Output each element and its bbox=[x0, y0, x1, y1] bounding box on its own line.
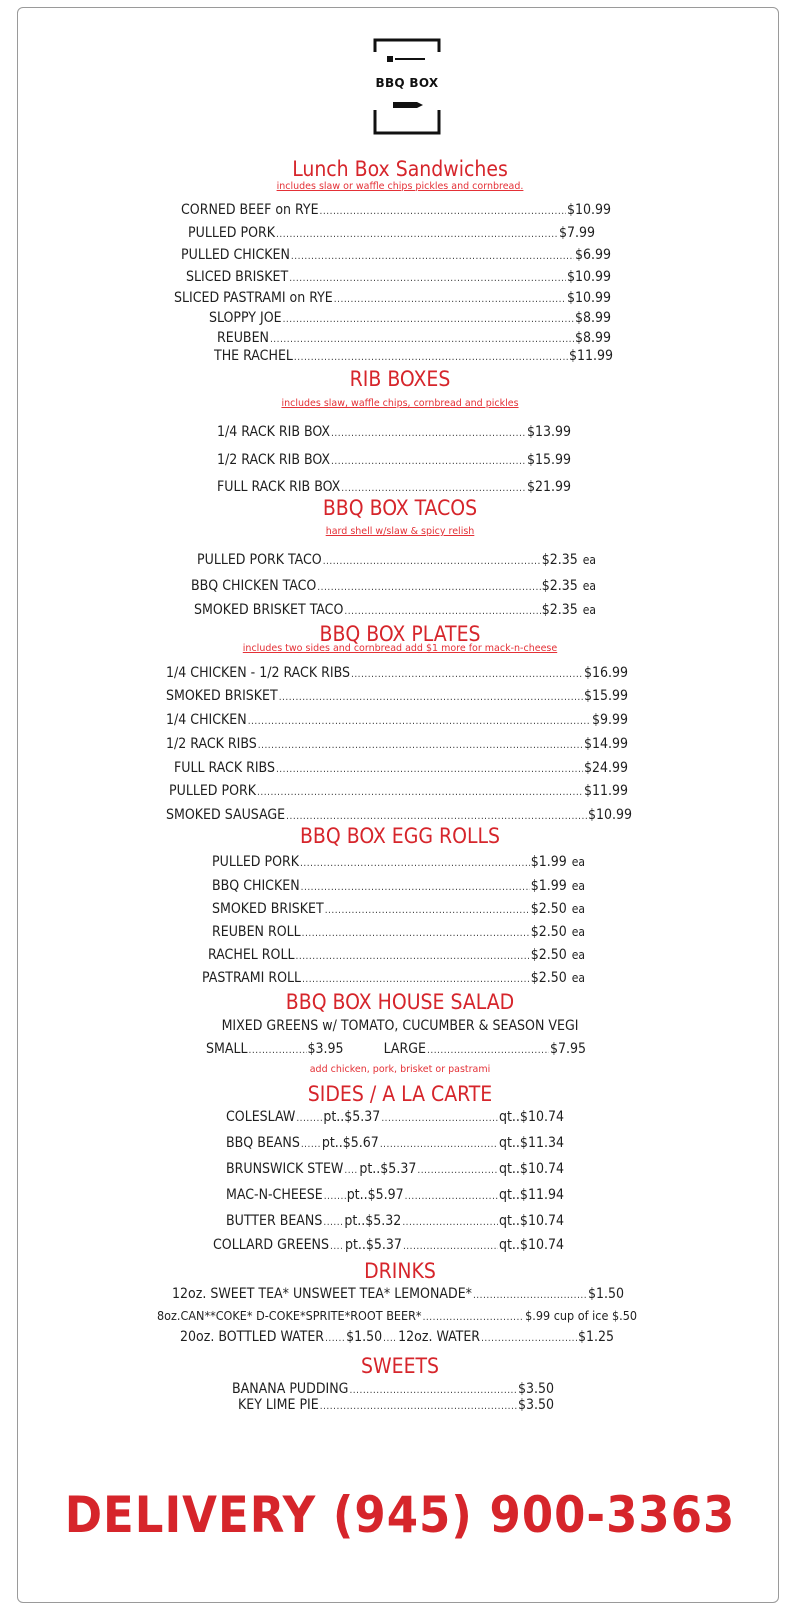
tacos-note: hard shell w/slaw & spicy relish bbox=[325, 526, 475, 537]
quart-price: qt..$10.74 bbox=[499, 1237, 564, 1253]
side-item bbox=[226, 1186, 564, 1206]
item-name: THE RACHEL bbox=[214, 348, 293, 364]
menu-item bbox=[217, 451, 571, 471]
drink-name: 20oz. BOTTLED WATER bbox=[180, 1329, 325, 1345]
drink-name: 12oz. SWEET TEA* UNSWEET TEA* LEMONADE* bbox=[172, 1286, 472, 1302]
item-name: SLOPPY JOE bbox=[209, 310, 282, 326]
item-price: $3.50 bbox=[517, 1397, 554, 1413]
item-name: 1/2 RACK RIBS bbox=[166, 736, 257, 752]
drink-name: 12oz. WATER bbox=[398, 1329, 481, 1345]
pint-price: pt..$5.32 bbox=[344, 1213, 402, 1229]
item-price: $2.50 bbox=[530, 947, 567, 963]
eggrolls-title: BBQ BOX EGG ROLLS bbox=[299, 824, 501, 848]
menu-item bbox=[194, 601, 596, 621]
salad-sizes bbox=[206, 1040, 586, 1060]
item-name: BBQ CHICKEN TACO bbox=[191, 578, 317, 594]
item-name: RACHEL ROLL bbox=[208, 947, 295, 963]
drink-price: $1.50 bbox=[587, 1286, 624, 1302]
menu-item bbox=[212, 900, 585, 920]
item-price: $14.99 bbox=[583, 736, 628, 752]
side-item bbox=[226, 1134, 564, 1154]
drink-price: $1.50 bbox=[346, 1329, 383, 1345]
item-unit: ea bbox=[571, 971, 585, 985]
item-name: 1/4 CHICKEN - 1/2 RACK RIBS bbox=[166, 665, 350, 681]
salad-title: BBQ BOX HOUSE SALAD bbox=[285, 990, 515, 1014]
item-price: $9.99 bbox=[591, 712, 628, 728]
menu-item bbox=[181, 201, 611, 221]
drink-name: 8oz.CAN**COKE* D-COKE*SPRITE*ROOT BEER* bbox=[157, 1308, 422, 1323]
item-name: SLICED PASTRAMI on RYE bbox=[174, 290, 333, 306]
item-unit: ea bbox=[571, 902, 585, 916]
menu-item bbox=[197, 551, 596, 571]
menu-item bbox=[217, 329, 611, 349]
item-price: $1.99 bbox=[530, 854, 567, 870]
menu-item bbox=[166, 806, 632, 826]
item-name: REUBEN bbox=[217, 330, 269, 346]
salad-description: MIXED GREENS w/ TOMATO, CUCUMBER & SEASON VEGI bbox=[221, 1018, 579, 1034]
menu-item bbox=[174, 759, 628, 779]
delivery-phone: DELIVERY (945) 900-3363 bbox=[64, 1486, 736, 1544]
menu-item bbox=[212, 853, 585, 873]
item-name: COLESLAW bbox=[226, 1109, 296, 1125]
menu-item bbox=[209, 309, 611, 329]
menu-item bbox=[208, 946, 585, 966]
salad-note: add chicken, pork, brisket or pastrami bbox=[309, 1064, 491, 1075]
item-name: BANANA PUDDING bbox=[232, 1381, 349, 1397]
menu-item bbox=[212, 923, 585, 943]
bbq-box-logo bbox=[373, 38, 441, 135]
item-price: $2.50 bbox=[530, 924, 567, 940]
pint-price: pt..$5.67 bbox=[321, 1135, 379, 1151]
quart-price: qt..$11.94 bbox=[499, 1187, 564, 1203]
item-price: $2.35 bbox=[541, 578, 578, 594]
menu-item bbox=[174, 289, 611, 309]
tacos-title: BBQ BOX TACOS bbox=[322, 496, 478, 520]
item-price: $16.99 bbox=[583, 665, 628, 681]
pint-price: pt..$5.37 bbox=[359, 1161, 417, 1177]
item-price: $15.99 bbox=[526, 452, 571, 468]
item-price: $2.50 bbox=[530, 901, 567, 917]
menu-item bbox=[166, 711, 628, 731]
item-name: PASTRAMI ROLL bbox=[202, 970, 302, 986]
item-price: $10.99 bbox=[587, 807, 632, 823]
item-unit: ea bbox=[571, 879, 585, 893]
menu-item bbox=[188, 224, 595, 244]
item-name: PULLED PORK bbox=[212, 854, 300, 870]
menu-item bbox=[166, 664, 628, 684]
drink-price: $.99 cup of ice $.50 bbox=[525, 1308, 637, 1323]
menu-item bbox=[202, 969, 585, 989]
plates-title: BBQ BOX PLATES bbox=[319, 622, 481, 646]
item-name: SMOKED BRISKET TACO bbox=[194, 602, 344, 618]
item-price: $1.99 bbox=[530, 878, 567, 894]
menu-item bbox=[214, 347, 613, 367]
item-name: PULLED PORK bbox=[169, 783, 257, 799]
menu-item bbox=[217, 423, 571, 443]
item-unit: ea bbox=[582, 553, 596, 567]
side-item bbox=[226, 1160, 564, 1180]
drink-price: $1.25 bbox=[577, 1329, 614, 1345]
item-price: $21.99 bbox=[526, 479, 571, 495]
menu-item bbox=[181, 246, 611, 266]
pint-price: pt..$5.97 bbox=[346, 1187, 404, 1203]
salad-large-label: LARGE bbox=[383, 1041, 426, 1057]
menu-item bbox=[191, 577, 596, 597]
side-item bbox=[226, 1212, 564, 1232]
menu-item bbox=[166, 687, 628, 707]
item-name: REUBEN ROLL bbox=[212, 924, 301, 940]
item-name: SMOKED BRISKET bbox=[166, 688, 278, 704]
item-name: 1/4 RACK RIB BOX bbox=[217, 424, 331, 440]
item-price: $2.50 bbox=[530, 970, 567, 986]
item-name: 1/2 RACK RIB BOX bbox=[217, 452, 331, 468]
menu-item bbox=[186, 268, 611, 288]
item-price: $6.99 bbox=[574, 247, 611, 263]
item-price: $10.99 bbox=[566, 202, 611, 218]
item-name: 1/4 CHICKEN bbox=[166, 712, 247, 728]
item-name: PULLED PORK bbox=[188, 225, 276, 241]
item-unit: ea bbox=[571, 855, 585, 869]
item-price: $10.99 bbox=[566, 290, 611, 306]
ribs-title: RIB BOXES bbox=[349, 367, 451, 391]
item-name: FULL RACK RIBS bbox=[174, 760, 275, 776]
item-unit: ea bbox=[571, 948, 585, 962]
item-name: PULLED PORK TACO bbox=[197, 552, 322, 568]
item-price: $2.35 bbox=[541, 552, 578, 568]
item-unit: ea bbox=[582, 603, 596, 617]
salad-large-price: $7.95 bbox=[549, 1041, 586, 1057]
item-unit: ea bbox=[571, 925, 585, 939]
salad-small-price: $3.95 bbox=[307, 1041, 344, 1057]
quart-price: qt..$10.74 bbox=[499, 1109, 564, 1125]
item-name: FULL RACK RIB BOX bbox=[217, 479, 341, 495]
item-price: $24.99 bbox=[583, 760, 628, 776]
drink-line bbox=[172, 1285, 624, 1305]
plates-note: includes two sides and cornbread add $1 more for mack-n-cheese bbox=[242, 643, 558, 654]
ribs-note: includes slaw, waffle chips, cornbread and pickles bbox=[281, 398, 519, 409]
drink-line bbox=[180, 1328, 614, 1348]
side-item bbox=[226, 1108, 564, 1128]
item-name: BRUNSWICK STEW bbox=[226, 1161, 344, 1177]
drink-line bbox=[157, 1307, 637, 1327]
item-price: $11.99 bbox=[583, 783, 628, 799]
item-price: $8.99 bbox=[574, 310, 611, 326]
item-price: $2.35 bbox=[541, 602, 578, 618]
item-price: $10.99 bbox=[566, 269, 611, 285]
sandwiches-title: Lunch Box Sandwiches bbox=[292, 157, 508, 181]
pint-price: pt..$5.37 bbox=[344, 1237, 402, 1253]
item-name: BBQ BEANS bbox=[226, 1135, 300, 1151]
menu-item bbox=[238, 1396, 554, 1416]
salad-small-label: SMALL bbox=[206, 1041, 248, 1057]
item-name: PULLED CHICKEN bbox=[181, 247, 290, 263]
item-price: $7.99 bbox=[558, 225, 595, 241]
sides-title: SIDES / A LA CARTE bbox=[307, 1082, 493, 1106]
pint-price: pt..$5.37 bbox=[323, 1109, 381, 1125]
quart-price: qt..$10.74 bbox=[499, 1161, 564, 1177]
item-name: SMOKED BRISKET bbox=[212, 901, 324, 917]
quart-price: qt..$10.74 bbox=[499, 1213, 564, 1229]
item-name: SLICED BRISKET bbox=[186, 269, 289, 285]
sweets-title: SWEETS bbox=[360, 1354, 440, 1378]
sandwiches-note: includes slaw or waffle chips pickles and cornbread. bbox=[276, 181, 524, 192]
menu-item bbox=[166, 735, 628, 755]
item-price: $11.99 bbox=[568, 348, 613, 364]
drinks-title: DRINKS bbox=[364, 1259, 436, 1283]
quart-price: qt..$11.34 bbox=[499, 1135, 564, 1151]
menu-item bbox=[217, 478, 571, 498]
item-price: $3.50 bbox=[517, 1381, 554, 1397]
item-price: $8.99 bbox=[574, 330, 611, 346]
item-name: MAC-N-CHEESE bbox=[226, 1187, 323, 1203]
menu-item bbox=[169, 782, 628, 802]
item-name: BUTTER BEANS bbox=[226, 1213, 323, 1229]
item-name: CORNED BEEF on RYE bbox=[181, 202, 319, 218]
item-unit: ea bbox=[582, 579, 596, 593]
logo-text: BBQ BOX bbox=[375, 76, 439, 90]
item-name: KEY LIME PIE bbox=[238, 1397, 319, 1413]
menu-item bbox=[212, 877, 585, 897]
item-name: SMOKED SAUSAGE bbox=[166, 807, 286, 823]
item-price: $13.99 bbox=[526, 424, 571, 440]
item-name: COLLARD GREENS bbox=[213, 1237, 329, 1253]
side-item bbox=[213, 1236, 564, 1256]
item-name: BBQ CHICKEN bbox=[212, 878, 300, 894]
item-price: $15.99 bbox=[583, 688, 628, 704]
